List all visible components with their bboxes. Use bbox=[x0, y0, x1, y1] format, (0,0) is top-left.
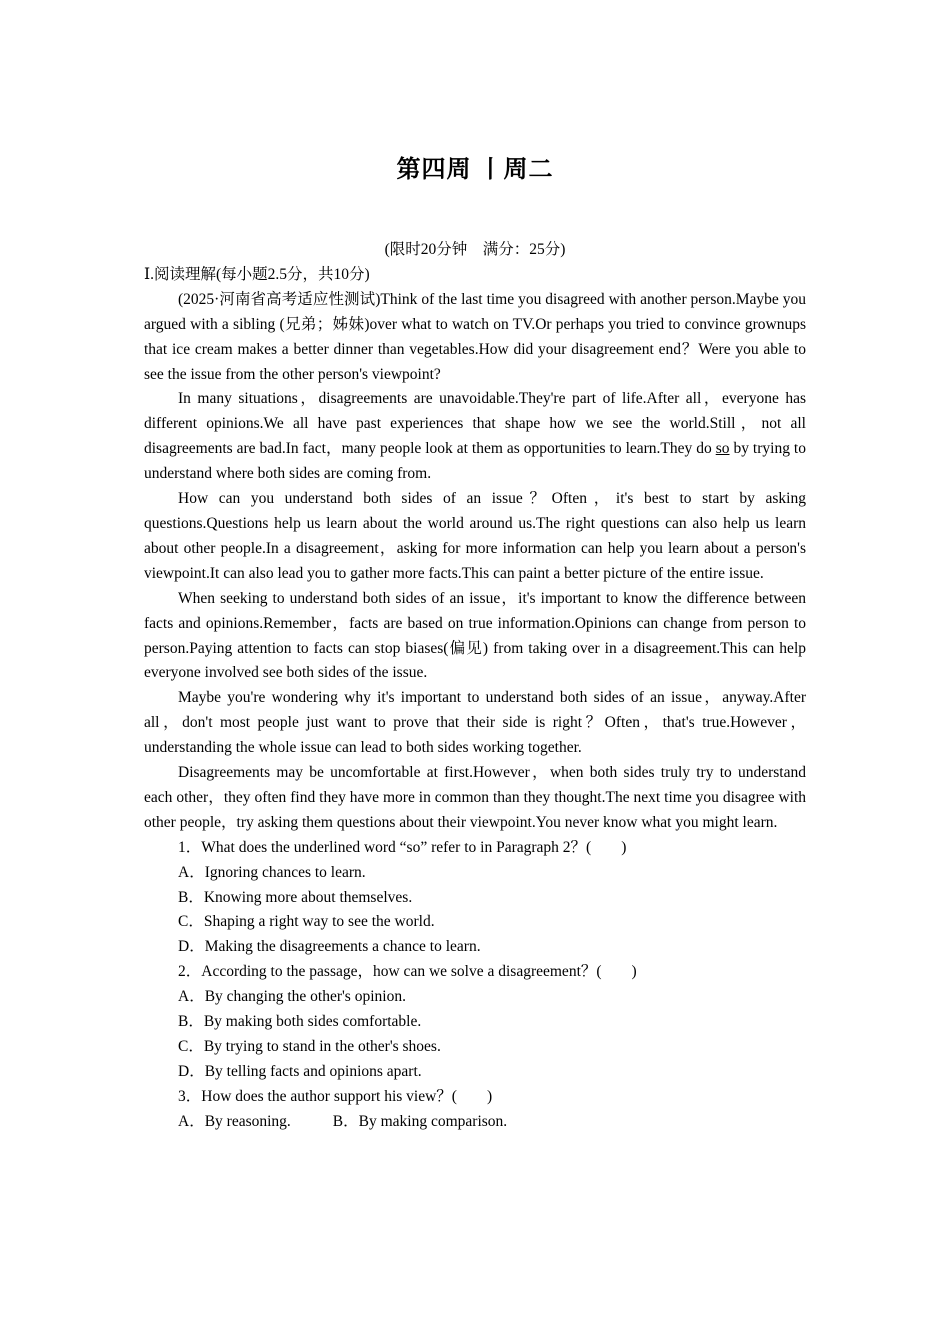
page-title: 第四周 丨周二 bbox=[396, 157, 554, 183]
question-3-option-b: B．By making comparison. bbox=[332, 1112, 508, 1130]
question-1-option-d: D．Making the disagreements a chance to learn. bbox=[178, 938, 481, 956]
paragraph-2 bbox=[144, 387, 806, 487]
question-3-option-a: A．By reasoning. bbox=[178, 1112, 291, 1130]
paragraph-6 bbox=[144, 761, 806, 836]
paragraph-text: by trying to understand where both sides are coming from. bbox=[144, 440, 806, 483]
paragraph-text: In many situations，disagreements are unavoidable.They're part of life.After all，everyone has different opinions.We all have past experiences that shape how we see the world.Still，not all disagreements are bad.In fact，many people look at them as opportunities to learn.They do bbox=[144, 390, 806, 458]
paragraph-4 bbox=[144, 587, 806, 687]
question-text: 1．What does the underlined word “so” refer to in Paragraph 2？( bbox=[178, 838, 592, 856]
worksheet-page bbox=[144, 150, 806, 1135]
question-2-option-c: C．By trying to stand in the other's shoes. bbox=[178, 1038, 441, 1055]
question-1-option-b: B．Knowing more about themselves. bbox=[178, 888, 413, 906]
section-heading: Ⅰ.阅读理解(每小题2.5分，共10分) bbox=[144, 265, 370, 283]
question-1-option-a: A．Ignoring chances to learn. bbox=[178, 863, 366, 881]
paragraph-text: How can you understand both sides of an issue？Often，it's best to start by asking questions.Questions help us learn about the world around us.The right questions can also help us learn about other people.In a disagreement，asking for more information can help you learn about a person's viewpoint.It can also lead you to gather more facts.This can paint a better picture of the entire issue. bbox=[144, 490, 806, 582]
paragraph-3 bbox=[144, 487, 806, 587]
question-text: 3．How does the author support his view？( bbox=[178, 1087, 457, 1105]
question-text: 2．According to the passage，how can we solve a disagreement？( bbox=[178, 963, 602, 981]
question-3-stem bbox=[144, 1085, 806, 1110]
question-1-stem bbox=[144, 836, 806, 861]
question-2-stem bbox=[144, 960, 806, 985]
paragraph-text: Disagreements may be uncomfortable at first.However，when both sides truly try to understand each other，they often find they have more in common than they thought.The next time you disagree with other people，try asking them questions about their viewpoint.You never know what you might learn. bbox=[144, 764, 806, 831]
time-limit-note: (限时20分钟 满分：25分) bbox=[384, 241, 566, 258]
paragraph-text: When seeking to understand both sides of an issue，it's important to know the difference between facts and opinions.Remember，facts are based on true information.Opinions can change from person to person.Paying attention to facts can stop biases(偏见) from taking over in a disagreement.This can help everyone involved see both sides of the issue. bbox=[144, 589, 806, 682]
paragraph-text: (2025·河南省高考适应性测试)Think of the last time you disagreed with another person.Maybe you argued with a sibling (兄弟；姊妹)over what to watch on TV.Or perhaps you tried to convince grownups that ice cream makes a better dinner than vegetables.How did your disagreement end？Were you able to see the issue from the other person's viewpoint? bbox=[144, 290, 806, 383]
paragraph-5 bbox=[144, 686, 806, 761]
paragraph-1 bbox=[144, 288, 806, 388]
paren-close: ) bbox=[621, 838, 627, 856]
underlined-word-so: so bbox=[715, 440, 730, 458]
paragraph-text: Maybe you're wondering why it's important to understand both sides of an issue，anyway.After all，don't most people just want to prove that their side is right？Often，that's true.However，understanding the whole issue can lead to both sides working together. bbox=[144, 689, 806, 757]
question-3-options-row bbox=[144, 1110, 806, 1135]
paren-close: ) bbox=[631, 963, 637, 981]
paren-close: ) bbox=[486, 1087, 493, 1105]
question-2-option-b: B．By making both sides comfortable. bbox=[178, 1013, 422, 1031]
question-2-option-a: A．By changing the other's opinion. bbox=[178, 988, 406, 1006]
question-1-option-c: C．Shaping a right way to see the world. bbox=[178, 913, 435, 931]
question-2-option-d: D．By telling facts and opinions apart. bbox=[178, 1062, 422, 1080]
